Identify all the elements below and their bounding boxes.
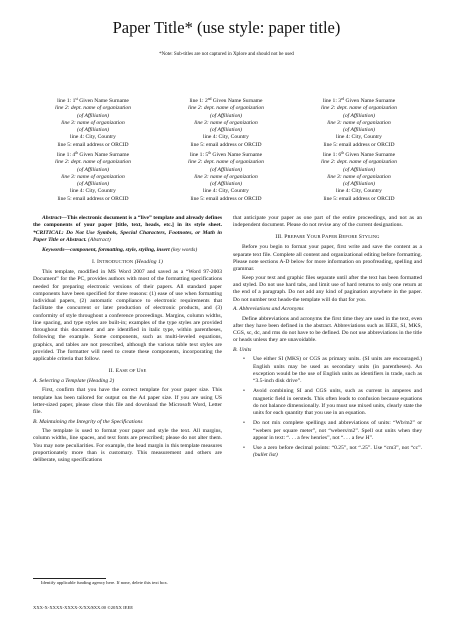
abstract-tail: (Abstract) [86, 236, 111, 243]
author-line2: line 2: dept. name of organization [55, 159, 131, 166]
right-continuation: that anticipate your paper as one part of the entire proceedings, and not as an independent document. Please do not revise any of the current designations. [233, 215, 422, 229]
selecting-template-paragraph: First, confirm that you have the correct template for your paper size. This template has been tailored for output on the A4 paper size. If you are using US letter-sized paper, please close this file and download the Microsoft Word, Letter file. [33, 387, 222, 415]
author-line2b: (of Affiliation) [342, 112, 376, 119]
author-1 [33, 98, 153, 149]
subheading-integrity: B. Maintaining the Integrity of the Specifications [33, 418, 143, 425]
subheading-abbreviations: A. Abbreviations and Acronyms [233, 306, 304, 313]
author-line4: line 4: City, Country [336, 188, 382, 195]
list-item: • Use either SI (MKS) or CGS as primary units. (SI units are encouraged.) English units may be used as secondary units (in parentheses). An exception would be the use of English units as identifiers in trade, such as “3.5-inch disk drive”. [243, 356, 422, 385]
author-line2: line 2: dept. name of organization [188, 159, 264, 166]
author-line3b: (of Affiliation) [76, 127, 110, 134]
subheading-units: B. Units [233, 347, 252, 354]
author-line3: line 3: name of organization [194, 173, 258, 180]
keywords-text: component, formatting, style, styling, insert [69, 247, 170, 253]
bullet-icon: • [243, 420, 245, 427]
author-line2: line 2: dept. name of organization [321, 159, 397, 166]
author-line4: line 4: City, Country [70, 188, 116, 195]
author-line2: line 2: dept. name of organization [321, 105, 397, 112]
author-name: line 1: 2nd Given Name Surname [189, 97, 263, 104]
author-line5: line 5: email address or ORCID [57, 141, 129, 148]
right-column [233, 215, 422, 463]
author-line3b: (of Affiliation) [209, 127, 243, 134]
author-name: line 1: 1st Given Name Surname [57, 97, 129, 104]
bullet-icon: • [243, 356, 245, 363]
abstract [33, 215, 222, 244]
heading-prepare-paper: III. PREPARE YOUR PAPER BEFORE STYLING [275, 234, 380, 240]
abstract-text: This electronic document is a “live” template and already defines the components of your paper [title, text, heads, etc.] in its style sheet. [33, 215, 222, 229]
left-column [33, 215, 222, 466]
prepare-paragraph-1: Before you begin to format your paper, first write and save the content as a separate text file. Complete all content and organizational editing before formatting. Please note sections A-D below for more information on proofreading, spelling and grammar. [233, 244, 422, 272]
units-bullet-list [233, 356, 422, 459]
integrity-paragraph: The template is used to format your paper and style the text. All margins, column widths, line spaces, and text fonts are prescribed; please do not alter them. You may note peculiarities. For example, the head margin in this template measures proportionately more than is customary. This measurement and others are deliberate, using specifications [33, 428, 222, 463]
heading-ease-of-use: II. EASE OF USE [108, 367, 147, 374]
bullet-icon: • [243, 445, 245, 452]
keywords-tail: (key words) [169, 247, 198, 253]
abstract-critical: *CRITICAL: Do Not Use Symbols, Special Characters, Footnotes, or Math in Paper Title or Abstract. [33, 229, 222, 243]
heading-introduction: I. INTRODUCTION (Heading 1) [91, 258, 163, 265]
author-name: line 1: 5th Given Name Surname [189, 151, 263, 158]
author-line5: line 5: email address or ORCID [57, 195, 129, 202]
author-5 [166, 152, 286, 203]
bullet-icon: • [243, 388, 245, 395]
author-line5: line 5: email address or ORCID [323, 195, 395, 202]
author-line3: line 3: name of organization [194, 119, 258, 126]
author-line4: line 4: City, Country [336, 134, 382, 141]
author-name: line 1: 4th Given Name Surname [56, 151, 130, 158]
author-line3: line 3: name of organization [327, 119, 391, 126]
author-line3b: (of Affiliation) [342, 181, 376, 188]
intro-paragraph: This template, modified in MS Word 2007 and saved as a “Word 97-2003 Document” for the PC, provides authors with most of the formatting specifications needed for preparing electronic versions of their papers. All standard paper components have been specified for three reasons: (1) ease of use when formatting individual papers, (2) automatic compliance to electronic requirements that facilitate the concurrent or later production of electronic products, and (3) conformity of style throughout a conference proceedings. Margins, column widths, line spacing, and type styles are built-in; examples of the type styles are provided throughout this document and are identified in italic type, within parentheses, following the example. Some components, such as multi-leveled equations, graphics, and tables are not prescribed, although the various table text styles are provided. The formatter will need to create these components, incorporating the applicable criteria that follow. [33, 269, 222, 362]
list-item: • Do not mix complete spellings and abbreviations of units: “Wb/m2” or “webers per square meter”, not “webers/m2”. Spell out units when they appear in text: “. . . a few henries”, not “. . . a few H”. [243, 420, 422, 441]
author-line2b: (of Affiliation) [209, 166, 243, 173]
author-line5: line 5: email address or ORCID [190, 141, 262, 148]
author-line3b: (of Affiliation) [342, 127, 376, 134]
author-line4: line 4: City, Country [70, 134, 116, 141]
author-line5: line 5: email address or ORCID [190, 195, 262, 202]
author-line2b: (of Affiliation) [209, 112, 243, 119]
author-line2: line 2: dept. name of organization [188, 105, 264, 112]
author-3 [299, 98, 419, 149]
paper-title: Paper Title* (use style: paper title) [112, 18, 341, 37]
author-line3: line 3: name of organization [61, 173, 125, 180]
author-line2: line 2: dept. name of organization [55, 105, 131, 112]
subheading-selecting-template: A. Selecting a Template (Heading 2) [33, 378, 115, 384]
footnote-rule [33, 578, 106, 579]
author-line3: line 3: name of organization [327, 173, 391, 180]
list-item: • Avoid combining SI and CGS units, such as current in amperes and magnetic field in oersteds. This often leads to confusion because equations do not balance dimensionally. If you must use mixed units, clearly state the units for each quantity that you use in an equation. [243, 388, 422, 417]
prepare-paragraph-2: Keep your text and graphic files separate until after the text has been formatted and styled. Do not use hard tabs, and limit use of hard returns to only one return at the end of a paragraph. Do not add any kind of pagination anywhere in the paper. Do not number text heads-the template will do that for you. [233, 274, 422, 303]
author-line3b: (of Affiliation) [209, 181, 243, 188]
author-line2b: (of Affiliation) [76, 112, 110, 119]
author-line3: line 3: name of organization [61, 119, 125, 126]
abbreviations-paragraph: Define abbreviations and acronyms the first time they are used in the text, even after they have been defined in the abstract. Abbreviations such as IEEE, SI, MKS, CGS, sc, dc, and rms do not have to be defined. Do not use abbreviations in the title or heads unless they are unavoidable. [233, 315, 422, 344]
copyright-footer: XXX-X-XXXX-XXXX-X/XX/$XX.00 ©20XX IEEE [33, 605, 134, 610]
funding-footnote: Identify applicable funding agency here. If none, delete this text box. [41, 580, 168, 585]
author-2 [166, 98, 286, 149]
author-line3b: (of Affiliation) [76, 181, 110, 188]
author-line2b: (of Affiliation) [342, 166, 376, 173]
author-line4: line 4: City, Country [203, 134, 249, 141]
author-name: line 1: 6th Given Name Surname [322, 151, 396, 158]
author-name: line 1: 3rd Given Name Surname [322, 97, 396, 104]
subtitle-note: *Note: Sub-titles are not captured in Xplore and should not be used [159, 52, 294, 57]
keywords-label: Keywords— [42, 247, 70, 253]
author-line5: line 5: email address or ORCID [323, 141, 395, 148]
keywords [33, 247, 222, 254]
author-line4: line 4: City, Country [203, 188, 249, 195]
author-6 [299, 152, 419, 203]
list-item: • Use a zero before decimal points: “0.25”, not “.25”. Use “cm3”, not “cc”. (bullet list) [243, 445, 422, 459]
author-4 [33, 152, 153, 203]
abstract-label: Abstract— [42, 215, 67, 221]
author-line2b: (of Affiliation) [76, 166, 110, 173]
